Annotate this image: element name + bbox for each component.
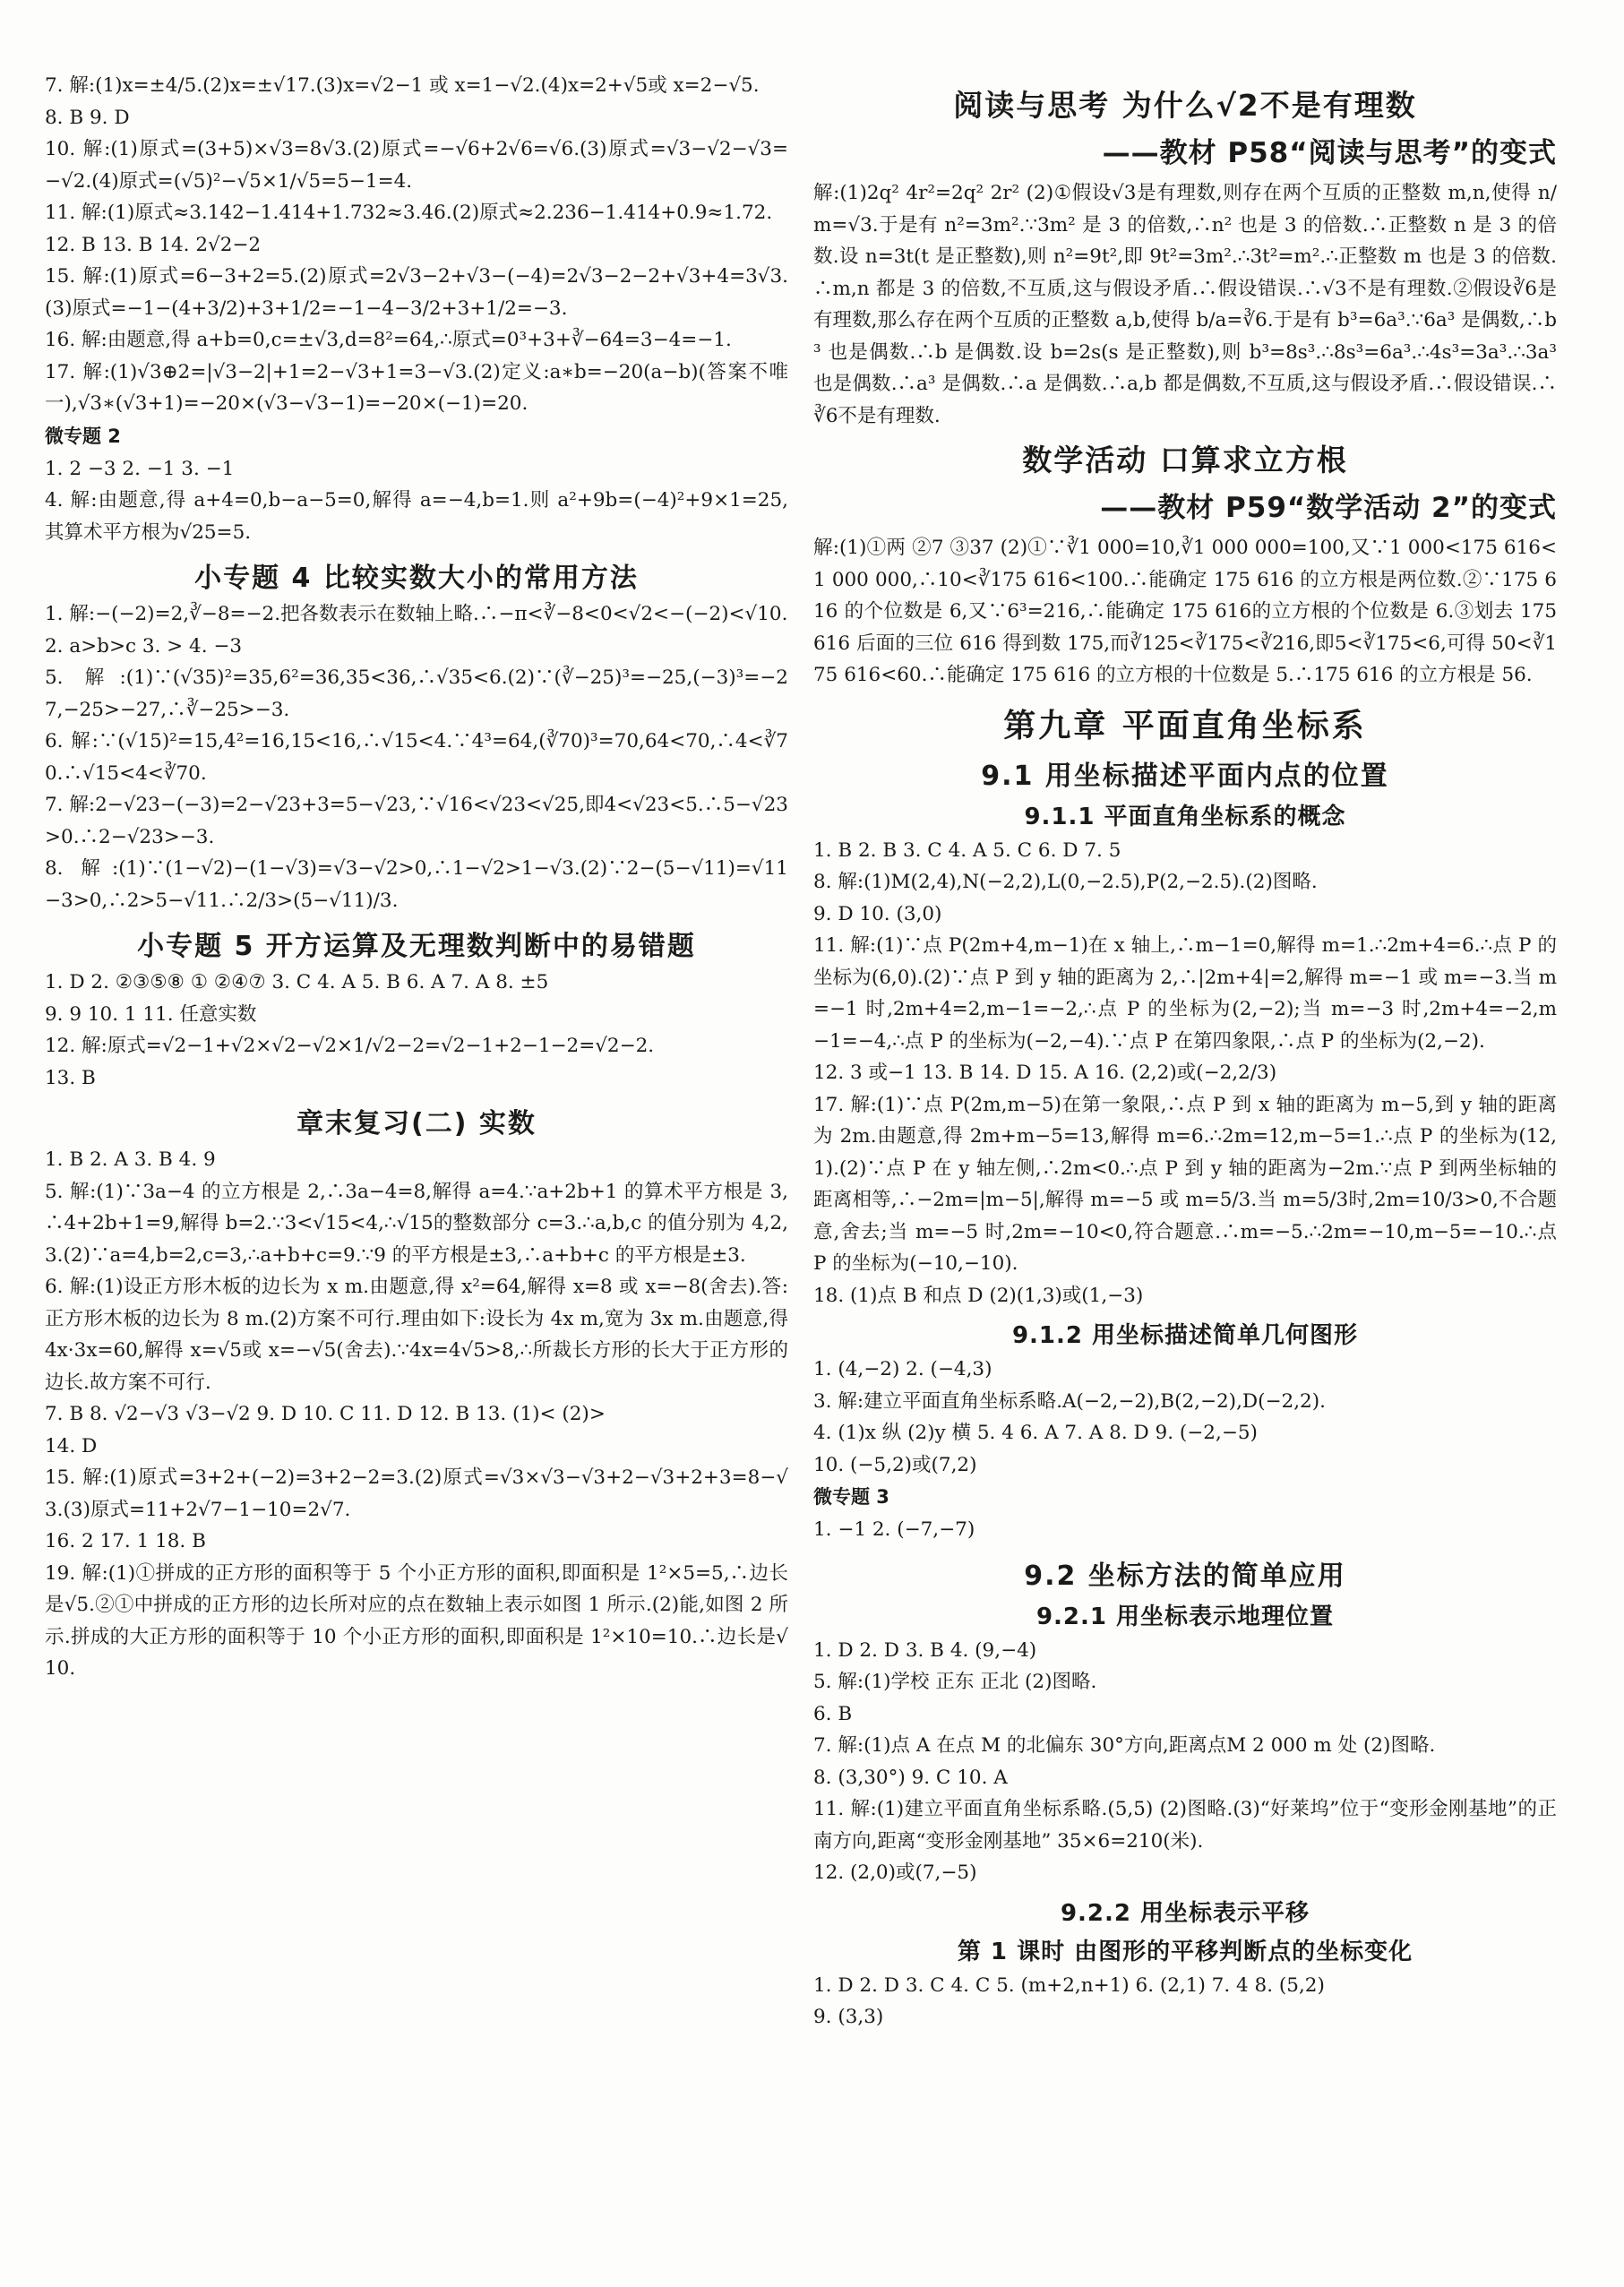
answer-item: 7. 解:(1)x=±4/5.(2)x=±√17.(3)x=√2−1 或 x=1−√2.(4)x=2+√5或 x=2−√5. [45, 74, 760, 97]
answer-item: 1. (4,−2) 2. (−4,3) [813, 1358, 992, 1380]
answer-item: 18. (1)点 B 和点 D (2)(1,3)或(1,−3) [813, 1284, 1144, 1307]
answer-item: 12. B 13. B 14. 2√2−2 [45, 233, 262, 256]
answer-item: 10. (−5,2)或(7,2) [813, 1453, 977, 1476]
section-9-1-1-heading: 9.1.1 平面直角坐标系的概念 [1024, 803, 1346, 830]
answer-item: 5. 解:(1)∵(√35)²=35,6²=36,35<36,∴√35<6.(2)∵(∛−25)³=−25,(−3)³=−27,−25>−27,∴∛−25>−3. [45, 666, 788, 721]
answer-item: 9. 9 10. 1 11. 任意实数 [45, 1002, 257, 1026]
answer-item: 6. B [813, 1702, 853, 1725]
answer-item: 8. (3,30°) 9. C 10. A [813, 1766, 1008, 1789]
answer-item: 7. B 8. √2−√3 √3−√2 9. D 10. C 11. D 12. B 13. (1)< (2)> [45, 1403, 606, 1425]
topic-4-heading: 小专题 4 比较实数大小的常用方法 [194, 563, 639, 594]
topic-5-heading: 小专题 5 开方运算及无理数判断中的易错题 [137, 931, 696, 962]
answer-item: 2. a>b>c 3. > 4. −3 [45, 634, 243, 658]
answer-item: 1. B 2. B 3. C 4. A 5. C 6. D 7. 5 [813, 838, 1121, 862]
answer-item: 1. 2 −3 2. −1 3. −1 [45, 457, 235, 480]
left-block-4 [45, 967, 788, 1094]
right-block-3 [813, 835, 1557, 1312]
answer-item: 10. 解:(1)原式=(3+5)×√3=8√3.(2)原式=−√6+2√6=√6.(3)原式=√3−√2−√3=−√2.(4)原式=(√5)²−√5×1/√5=5−1=4. [45, 138, 788, 193]
answer-item: 1. 解:−(−2)=2,∛−8=−2.把各数表示在数轴上略.∴−π<∛−8<0<√2<−(−2)<√10. [45, 603, 788, 625]
answer-item: 15. 解:(1)原式=6−3+2=5.(2)原式=2√3−2+√3−(−4)=2√3−2−2+√3+4=3√3.(3)原式=−1−(4+3/2)+3+1/2=−1−4−3/2+3+1/2=−3. [45, 265, 788, 320]
answer-item: 8. B 9. D [45, 106, 130, 129]
answer-item: 5. 解:(1)∵3a−4 的立方根是 2,∴3a−4=8,解得 a=4.∵a+2b+1 的算术平方根是 3,∴4+2b+1=9,解得 b=2.∵3<√15<4,∴√15的整数部分 c=3.∴a,b,c 的值分别为 4,2,3.(2)∵a=4,b=2,c=3,∴a+b+c=9.∵9 的平方根是±3,∴a+b+c 的平方根是±3. [45, 1180, 788, 1267]
micro-topic-3-heading: 微专题 3 [813, 1486, 889, 1508]
answer-item: 15. 解:(1)原式=3+2+(−2)=3+2−2=3.(2)原式=√3×√3−√3+2−√3+2+3=8−√3.(3)原式=11+2√7−1−10=2√7. [45, 1466, 788, 1521]
answer-item: 11. 解:(1)∵点 P(2m+4,m−1)在 x 轴上,∴m−1=0,解得 m=1.∴2m+4=6.∴点 P 的坐标为(6,0).(2)∵点 P 到 y 轴的距离为 2,∴|2m+4|=2,解得 m=−1 或 m=−3.当 m=−1 时,2m+4=2,m−1=−2,∴点 P 的坐标为(2,−2);当 m=−3 时,2m+4=−2,m−1=−4,∴点 P 的坐标为(−2,−4).∵点 P 在第四象限,∴点 P 的坐标为(2,−2). [813, 934, 1557, 1053]
right-column [813, 77, 1557, 2033]
answer-item: 17. 解:(1)∵点 P(2m,m−5)在第一象限,∴点 P 到 x 轴的距离为 m−5,到 y 轴的距离为 2m.由题意,得 2m+m−5=13,解得 m=6.∴2m=12,m−5=1.∴点 P 的坐标为(12,1).(2)∵点 P 在 y 轴左侧,∴2m<0.∴点 P 到 y 轴的距离为−2m.∵点 P 到两坐标轴的距离相等,∴−2m=|m−5|,解得 m=−5 或 m=5/3.当 m=5/3时,2m=10/3>0,不合题意,舍去;当 m=−5 时,2m=−10<0,符合题意.∴m=−5.∴2m=−10,m−5=−10.∴点 P 的坐标为(−10,−10). [813, 1093, 1557, 1275]
answer-item: 12. 3 或−1 13. B 14. D 15. A 16. (2,2)或(−2,2/3) [813, 1062, 1277, 1084]
answer-item: 12. (2,0)或(7,−5) [813, 1861, 977, 1884]
section-9-2-heading: 9.2 坐标方法的简单应用 [1024, 1560, 1346, 1592]
answer-item: 1. B 2. A 3. B 4. 9 [45, 1148, 216, 1171]
math-activity-title: 数学活动 口算求立方根 [1022, 443, 1348, 477]
answer-item: 16. 2 17. 1 18. B [45, 1530, 206, 1552]
chapter-9-heading: 第九章 平面直角坐标系 [1003, 707, 1367, 744]
answer-item: 4. 解:由题意,得 a+4=0,b−a−5=0,解得 a=−4,b=1.则 a²+9b=(−4)²+9×1=25,其算术平方根为√25=5. [45, 489, 788, 544]
answer-item: 1. D 2. D 3. C 4. C 5. (m+2,n+1) 6. (2,1) 7. 4 8. (5,2) [813, 1973, 1325, 1997]
section-9-2-1-heading: 9.2.1 用坐标表示地理位置 [1035, 1603, 1335, 1630]
math-activity-subtitle: ——教材 P59“数学活动 2”的变式 [1100, 492, 1557, 524]
answer-item: 1. D 2. D 3. B 4. (9,−4) [813, 1638, 1037, 1662]
left-block-3 [45, 598, 788, 916]
right-block-2 [813, 532, 1557, 692]
answer-item: 7. 解:(1)点 A 在点 M 的北偏东 30°方向,距离点M 2 000 m 处 (2)图略. [813, 1734, 1436, 1757]
answer-item: 解:(1)2q² 4r²=2q² 2r² (2)①假设√3是有理数,则存在两个互质的正整数 m,n,使得 n/m=√3.于是有 n²=3m².∵3m² 是 3 的倍数,∴n² 也是 3 的倍数.∴正整数 n 是 3 的倍数.设 n=3t(t 是正整数),则 n²=9t²,即 9t²=3m².∴3t²=m².∴正整数 m 也是 3 的倍数.∴m,n 都是 3 的倍数,不互质,这与假设矛盾.∴假设错误.∴√3不是有理数.②假设∛6是有理数,那么存在两个互质的正整数 a,b,使得 b/a=∛6.于是有 b³=6a³.∵6a³ 是偶数,∴b³ 也是偶数.∴b 是偶数.设 b=2s(s 是正整数),则 b³=8s³.∴8s³=6a³.∴4s³=3a³.∴3a³ 也是偶数.∴a³ 是偶数.∴a 是偶数.∴a,b 都是偶数,不互质,这与假设矛盾.∴假设错误.∴∛6不是有理数. [813, 182, 1557, 427]
answer-item: 3. 解:建立平面直角坐标系略.A(−2,−2),B(2,−2),D(−2,2). [813, 1389, 1326, 1413]
answer-item: 12. 解:原式=√2−1+√2×√2−√2×1/√2−2=√2−1+2−1−2=√2−2. [45, 1035, 655, 1057]
answer-item: 5. 解:(1)学校 正东 正北 (2)图略. [813, 1671, 1097, 1693]
answer-item: 9. D 10. (3,0) [813, 902, 942, 925]
answer-item: 6. 解:(1)设正方形木板的边长为 x m.由题意,得 x²=64,解得 x=8 或 x=−8(舍去).答:正方形木板的边长为 8 m.(2)方案不可行.理由如下:设长为 4x m,宽为 3x m.由题意,得 4x·3x=60,解得 x=√5或 x=−√5(舍去).∵4x=4√5>8,∴所裁长方形的长大于正方形的边长.故方案不可行. [45, 1276, 788, 1394]
answer-item: 11. 解:(1)建立平面直角坐标系略.(5,5) (2)图略.(3)“好莱坞”位于“变形金刚基地”的正南方向,距离“变形金刚基地” 35×6=210(米). [813, 1798, 1557, 1853]
left-block-2 [45, 453, 788, 549]
left-column [45, 70, 788, 1685]
right-block-4 [813, 1354, 1557, 1481]
answer-item: 4. (1)x 纵 (2)y 横 5. 4 6. A 7. A 8. D 9. (−2,−5) [813, 1422, 1258, 1444]
answer-item: 16. 解:由题意,得 a+b=0,c=±√3,d=8²=64,∴原式=0³+3+∛−64=3−4=−1. [45, 329, 732, 351]
answer-item: 1. −1 2. (−7,−7) [813, 1518, 975, 1541]
micro-topic-2-heading: 微专题 2 [45, 425, 121, 447]
left-block-1 [45, 70, 788, 420]
answer-item: 9. (3,3) [813, 2006, 884, 2028]
answer-item: 14. D [45, 1434, 98, 1457]
answer-item: 8. 解:(1)∵(1−√2)−(1−√3)=√3−√2>0,∴1−√2>1−√3.(2)∵2−(5−√11)=√11−3>0,∴2>5−√11.∴2/3>(5−√11)/3. [45, 857, 788, 912]
section-9-2-2-heading: 9.2.2 用坐标表示平移 [1060, 1899, 1310, 1927]
section-9-1-2-heading: 9.1.2 用坐标描述简单几何图形 [1011, 1322, 1359, 1349]
answer-item: 13. B [45, 1066, 96, 1089]
answer-item: 19. 解:(1)①拼成的正方形的面积等于 5 个小正方形的面积,即面积是 1²×5=5,∴边长是√5.②①中拼成的正方形的边长所对应的点在数轴上表示如图 1 所示.(2)能,如图 2 所示.拼成的大正方形的面积等于 10 个小正方形的面积,即面积是 1²×10=10.∴边长是√10. [45, 1561, 788, 1680]
right-block-7 [813, 1970, 1557, 2033]
answer-item: 6. 解:∵(√15)²=15,4²=16,15<16,∴√15<4.∵4³=64,(∛70)³=70,64<70,∴4<∛70.∴√15<4<∛70. [45, 730, 788, 785]
right-block-5 [813, 1514, 1557, 1546]
answer-item: 11. 解:(1)原式≈3.142−1.414+1.732≈3.46.(2)原式≈2.236−1.414+0.9≈1.72. [45, 202, 773, 224]
answer-item: 17. 解:(1)√3⊕2=|√3−2|+1=2−√3+1=3−√3.(2)定义:a∗b=−20(a−b)(答案不唯一),√3∗(√3+1)=−20×(√3−√3−1)=−20×(−1)=20. [45, 360, 788, 415]
left-block-5 [45, 1144, 788, 1685]
reading-thinking-title: 阅读与思考 为什么√2不是有理数 [953, 88, 1417, 123]
answer-item: 7. 解:2−√23−(−3)=2−√23+3=5−√23,∵√16<√23<√25,即4<√23<5.∴5−√23>0.∴2−√23>−3. [45, 794, 788, 848]
answer-item: 1. D 2. ②③⑤⑧ ① ②④⑦ 3. C 4. A 5. B 6. A 7. A 8. ±5 [45, 971, 549, 993]
answer-item: 8. 解:(1)M(2,4),N(−2,2),L(0,−2.5),P(2,−2.5).(2)图略. [813, 871, 1318, 893]
right-block-1 [813, 177, 1557, 432]
chapter-review-heading: 章末复习(二) 实数 [296, 1108, 537, 1139]
answer-item: 解:(1)①两 ②7 ③37 (2)①∵∛1 000=10,∛1 000 000=100,又∵1 000<175 616<1 000 000,∴10<∛175 616<100.∴能确定 175 616 的立方根是两位数.②∵175 616 的个位数是 6,又∵6³=216,∴能确定 175 616的立方根的个位数是 6.③划去 175 616 后面的三位 616 得到数 175,而∛125<∛175<∛216,即5<∛175<6,可得 50<∛175 616<60.∴能确定 175 616 的立方根的十位数是 5.∴175 616 的立方根是 56. [813, 537, 1557, 686]
reading-thinking-subtitle: ——教材 P58“阅读与思考”的变式 [1102, 137, 1557, 169]
lesson-1-heading: 第 1 课时 由图形的平移判断点的坐标变化 [957, 1938, 1413, 1965]
right-block-6 [813, 1635, 1557, 1889]
section-9-1-heading: 9.1 用坐标描述平面内点的位置 [981, 760, 1389, 792]
